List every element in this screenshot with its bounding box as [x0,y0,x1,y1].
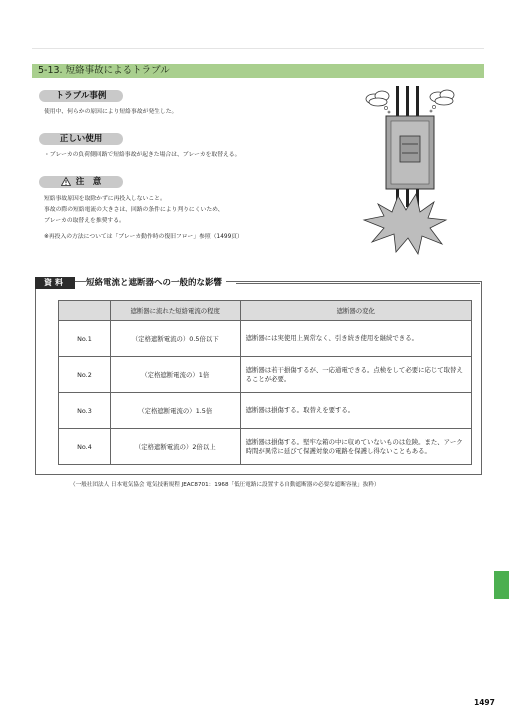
breaker-change: 遮断器は損傷する。堅牢な箱の中に収めていないものは危険。また、アーク時間が異常に延びて保護対象の電路を保護し得ないこともある。 [240,429,471,465]
current-degree: （定格遮断電流の）0.5倍以下 [110,321,240,357]
current-degree: （定格遮断電流の）1.5倍 [110,393,240,429]
row-number: No.4 [59,429,111,465]
breaker-change: 遮断器は損傷する。取替えを要する。 [240,393,471,429]
explosion-burst [364,194,446,254]
chapter-index-tab [494,571,509,599]
table-row [59,393,472,429]
row-number: No.2 [59,357,111,393]
caution-label-text: 注 意 [75,177,102,187]
table-row [59,429,472,465]
caution-line: ブレーカの取替えを推奨する。 [44,218,125,224]
page-number: 1497 [474,698,495,707]
caution-label [39,176,123,188]
source-citation: （一般社団法人 日本電気協会 電気技術規程 JEAC8701：1968「低圧電路に設置する自動遮断器の必要な遮断容量」抜粋） [70,482,380,488]
reference-tag: 資料 [35,277,75,289]
table-row [59,321,472,357]
reference-title: 短絡電流と遮断器への一般的な影響 [86,277,226,289]
current-degree: （定格遮断電流の）2倍以上 [110,429,240,465]
warning-icon [61,177,71,186]
short-circuit-table [58,300,472,465]
short-circuit-illustration [358,86,478,256]
trouble-case-label: トラブル事例 [39,90,123,102]
correct-use-label: 正しい使用 [39,133,123,145]
caution-reference-note: ※再投入の方法については「ブレーカ動作時の復旧フロー」参照（1499頁） [44,234,243,240]
smoke-cloud-left [366,91,389,106]
table-header: 遮断器に流れた短絡電流の程度 [110,301,240,321]
caution-line: 短絡事故原因を取除かずに再投入しないこと。 [44,196,166,202]
row-number: No.3 [59,393,111,429]
table-header: 遮断器の変化 [240,301,471,321]
row-number: No.1 [59,321,111,357]
caution-line: 事故の際の短絡電流の大きさは、回路の条件により判りにくいため、 [44,207,224,213]
table-header [59,301,111,321]
reference-title-rule [236,283,480,284]
trouble-case-text: 使用中、何らかの原因により短絡事故が発生した。 [44,109,178,115]
breaker-change: 遮断器には実使用上異常なく、引き続き使用を継続できる。 [240,321,471,357]
breaker-change: 遮断器は若干損傷するが、一応通電できる。点検をして必要に応じて取替えることが必要。 [240,357,471,393]
correct-use-text: ・ブレーカの負荷側回路で短絡事故が起きた場合は、ブレーカを取替える。 [44,152,241,158]
table-row [59,357,472,393]
section-title: 5-13. 短絡事故によるトラブル [32,64,484,78]
current-degree: （定格遮断電流の）1倍 [110,357,240,393]
table-header-row [59,301,472,321]
smoke-cloud-right [430,90,454,105]
top-rule [32,48,484,49]
